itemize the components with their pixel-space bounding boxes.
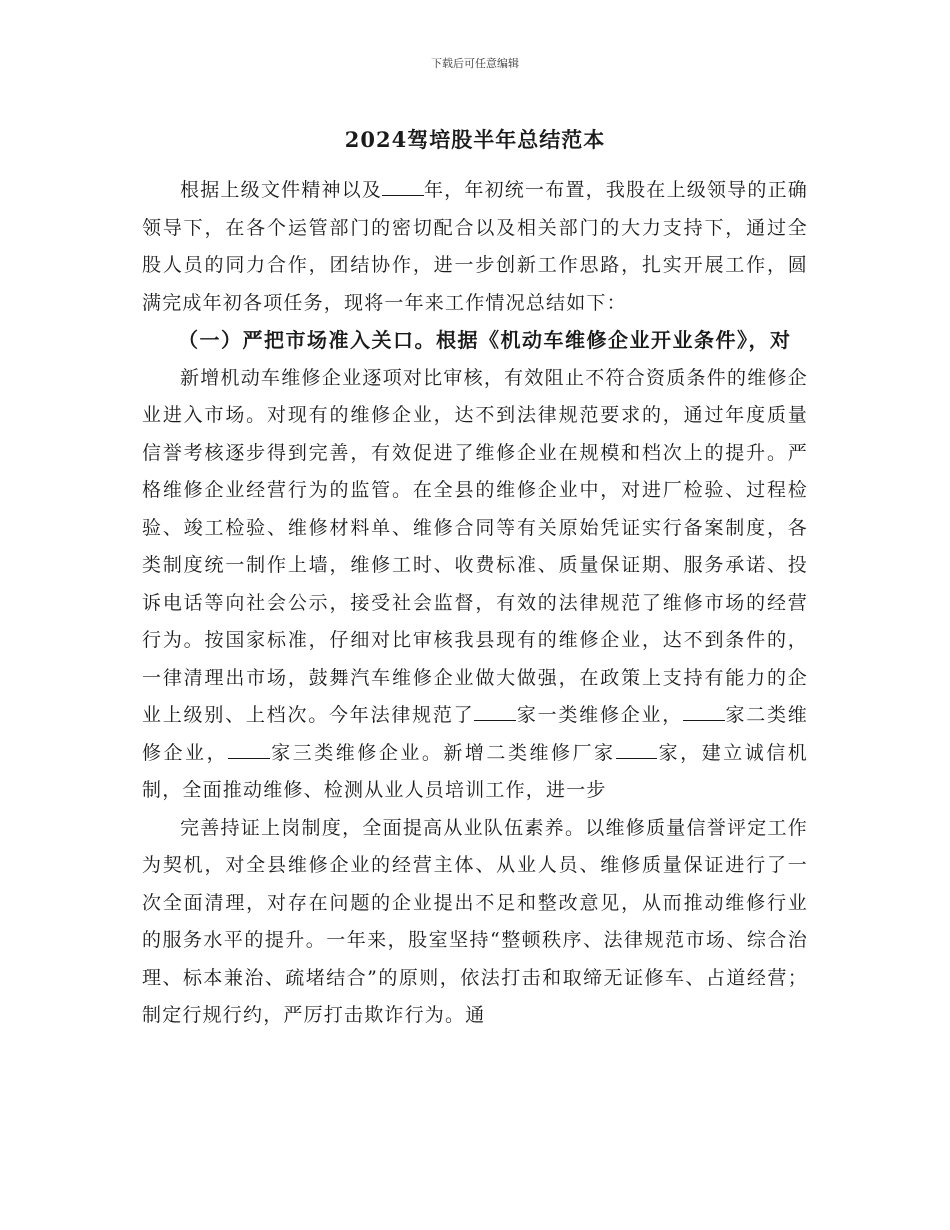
fill-in-blank [683, 703, 725, 721]
paragraph-text: 家，建立诚信机制，全面推动维修、检测从业人员培训工作，进一步 [142, 741, 808, 801]
fill-in-blank [382, 178, 424, 196]
document-body [142, 172, 808, 1035]
fill-in-blank [228, 740, 270, 758]
paragraph-text: 新增机动车维修企业逐项对比审核，有效阻止不符合资质条件的维修企业进入市场。对现有的维修企业，达不到法律规范要求的，通过年度质量信誉考核逐步得到完善，有效促进了维修企业在规模和档次上的提升。严格维修企业经营行为的监管。在全县的维修企业中，对进厂检验、过程检验、竣工检验、维修材料单、维修合同等有关原始凭证实行备案制度，各类制度统一制作上墙，维修工时、收费标准、质量保证期、服务承诺、投诉电话等向社会公示，接受社会监督，有效的法律规范了维修市场的经营行为。按国家标准，仔细对比审核我县现有的维修企业，达不到条件的，一律清理出市场，鼓舞汽车维修企业做大做强，在政策上支持有能力的企业上级别、上档次。今年法律规范了 [142, 366, 808, 726]
paragraph-text: 家一类维修企业， [516, 704, 684, 726]
paragraph-text: 年，年初统一布置，我股在上级领导的正确领导下，在各个运管部门的密切配合以及相关部门的大力支持下，通过全股人员的同力合作，团结协作，进一步创新工作思路，扎实开展工作，圆满完成年初各项任务，现将一年来工作情况总结如下： [142, 179, 808, 314]
fill-in-blank [616, 740, 658, 758]
section-heading [142, 322, 808, 360]
paragraph-text: 完善持证上岗制度，全面提高从业队伍素养。以维修质量信誉评定工作为契机，对全县维修企业的经营主体、从业人员、维修质量保证进行了一次全面清理，对存在问题的企业提出不足和整改意见，从而推动维修行业的服务水平的提升。一年来，股室坚持“整顿秩序、法律规范市场、综合治理、标本兼治、疏堵结合”的原则，依法打击和取缔无证修车、占道经营；制定行规行约，严厉打击欺诈行为。通 [142, 816, 808, 1026]
paragraph-text: 家三类维修企业。新增二类维修厂家 [269, 741, 616, 764]
fill-in-blank [474, 703, 516, 721]
paragraph-text: 根据上级文件精神以及 [180, 179, 383, 201]
body-paragraph [142, 172, 808, 322]
header-note: 下载后可任意编辑 [431, 57, 519, 70]
document-title: 2024驾培股半年总结范本 [344, 127, 606, 152]
body-paragraph [142, 810, 808, 1035]
paragraph-text: 家二类维修企业， [142, 704, 808, 764]
body-paragraph [142, 360, 808, 810]
paragraph-text: （一）严把市场准入关口。根据《机动车维修企业开业条件》，对 [178, 328, 792, 352]
